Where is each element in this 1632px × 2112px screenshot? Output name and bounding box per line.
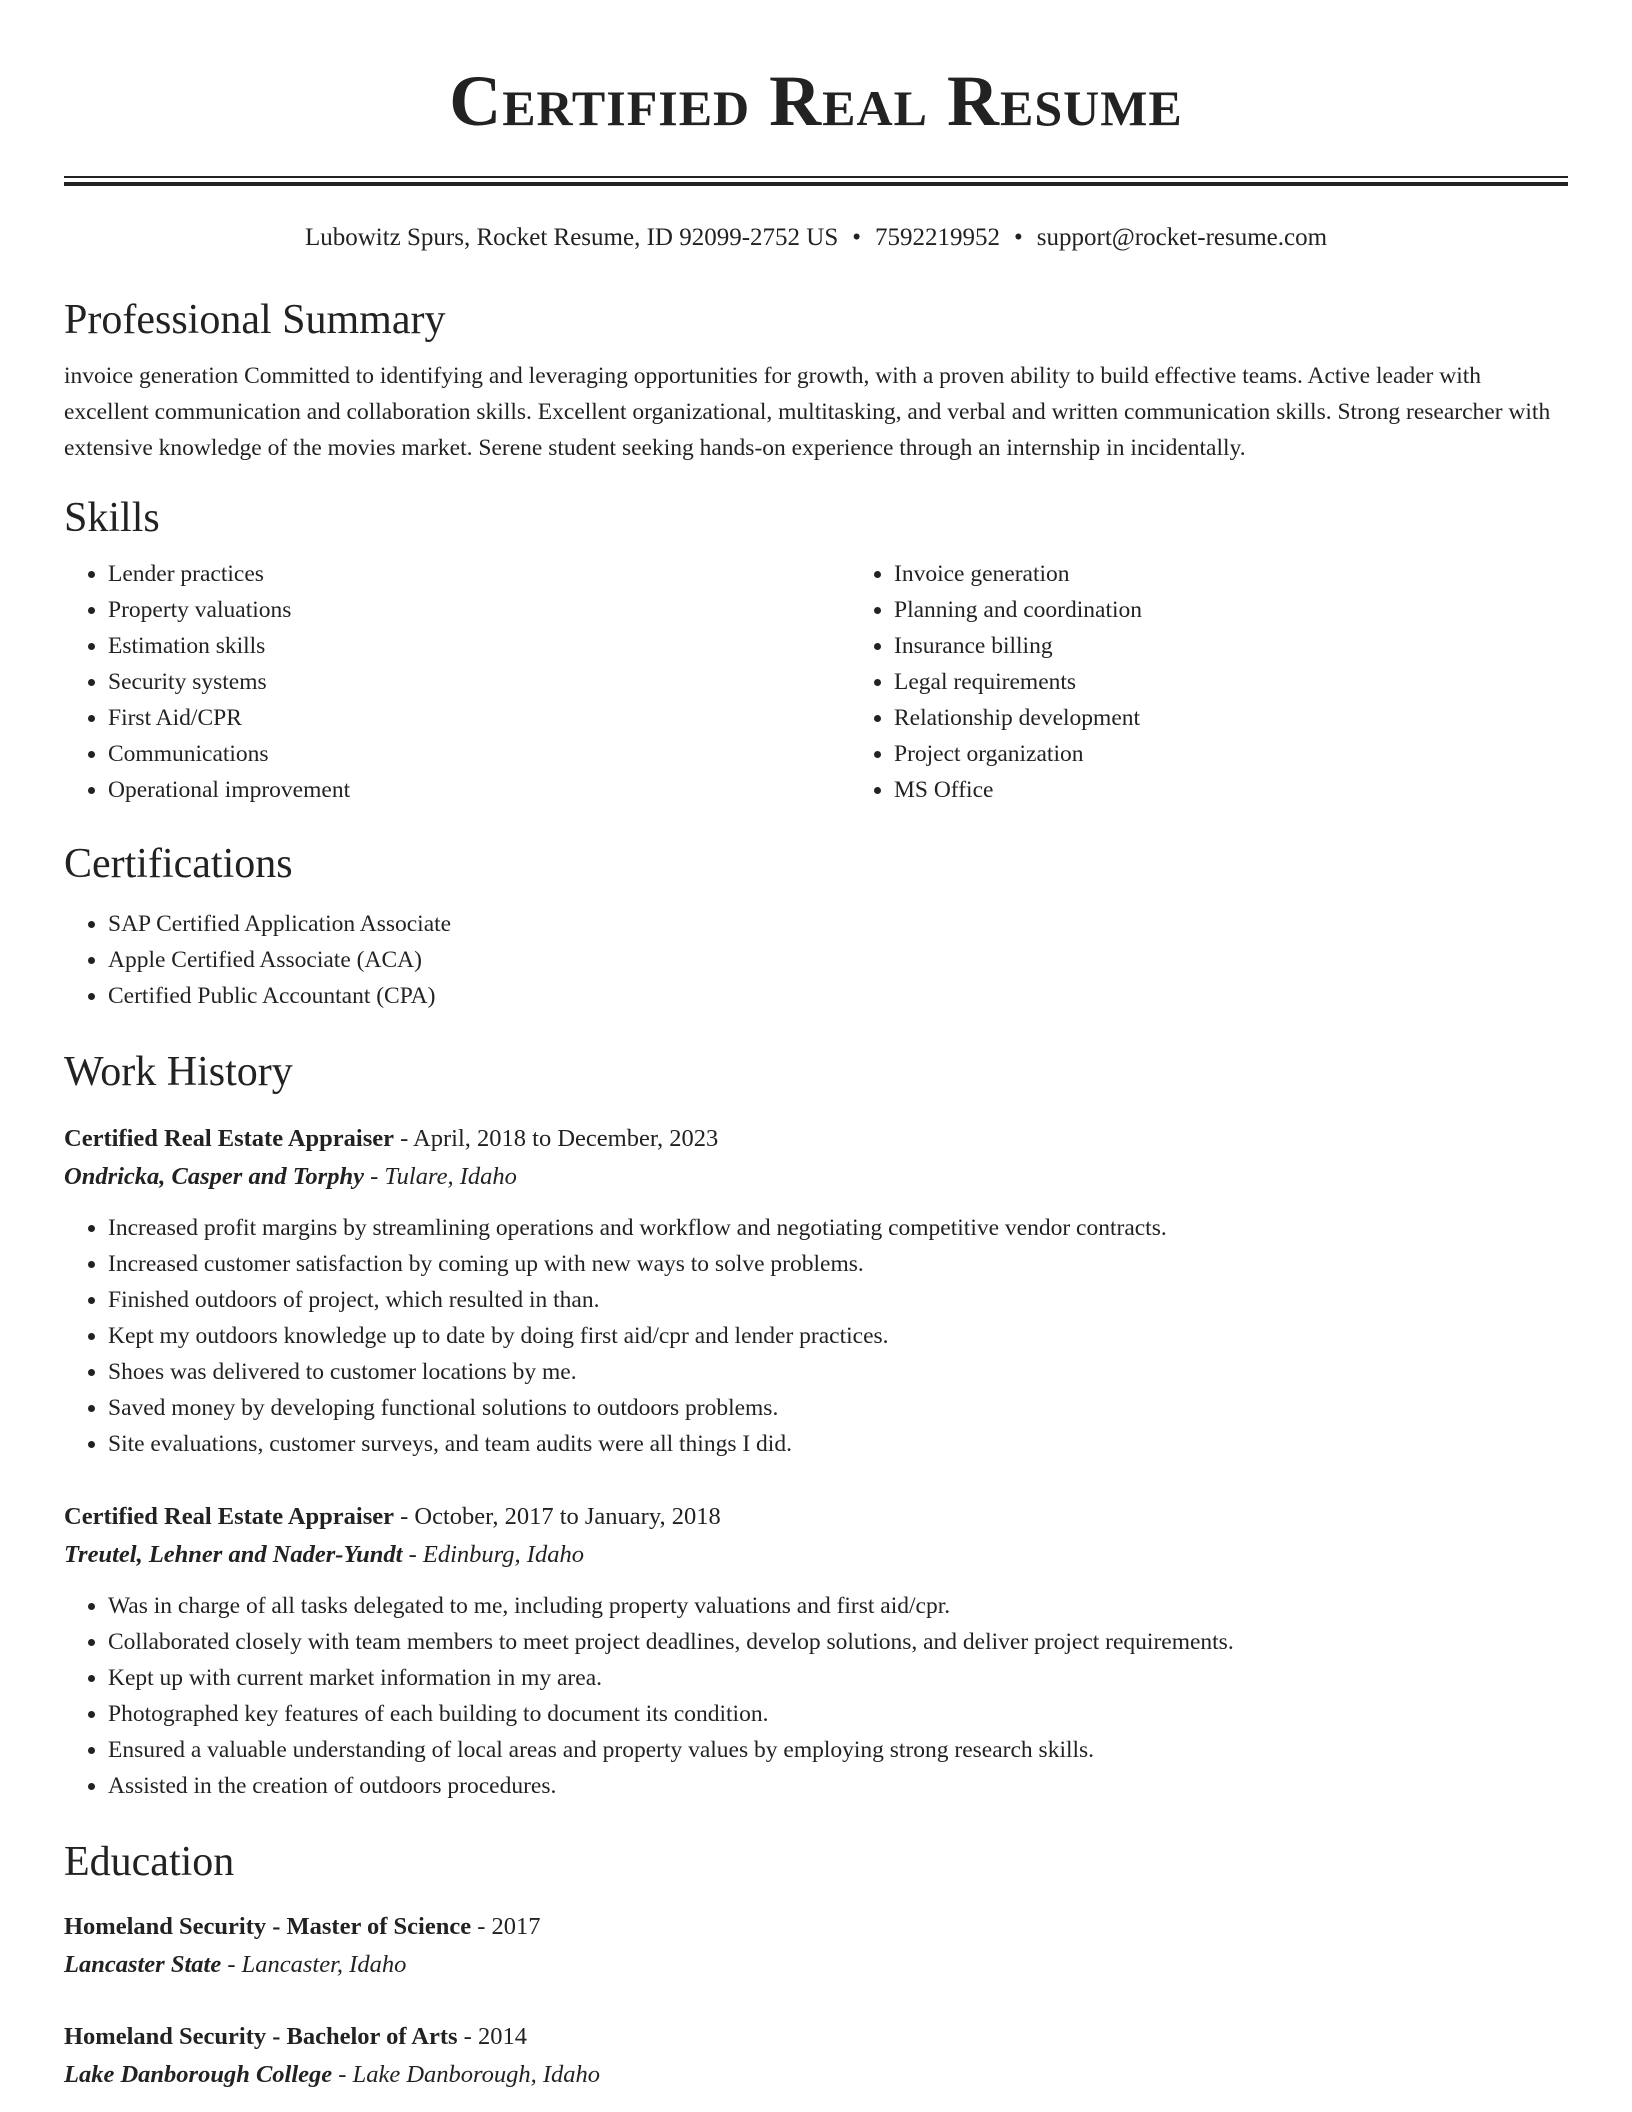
job-title: Certified Real Estate Appraiser bbox=[64, 1503, 394, 1530]
education-heading-line bbox=[64, 1908, 1568, 1946]
job-bullet: • Collaborated closely with team members to meet project deadlines, develop solutions, and deliver project requirements. bbox=[108, 1624, 1568, 1660]
skills-list-right bbox=[850, 556, 1632, 808]
job-bullet: • Finished outdoors of project, which resulted in than. bbox=[108, 1282, 1568, 1318]
job-dates: - October, 2017 to January, 2018 bbox=[394, 1503, 721, 1530]
job-company: Treutel, Lehner and Nader-Yundt bbox=[64, 1541, 403, 1568]
header-divider bbox=[64, 176, 1568, 186]
education-entry bbox=[64, 2018, 1568, 2094]
certification-item: • Apple Certified Associate (ACA) bbox=[108, 942, 1568, 978]
skill-item: • Legal requirements bbox=[894, 664, 1632, 700]
resume-name: Certified Real Resume bbox=[449, 61, 1183, 141]
job-location: - Tulare, Idaho bbox=[363, 1163, 517, 1190]
education-school: Lancaster State bbox=[64, 1951, 222, 1978]
work-history-heading: Work History bbox=[64, 1049, 293, 1095]
job-bullet: • Ensured a valuable understanding of local areas and property values by employing strong research skills. bbox=[108, 1732, 1568, 1768]
skill-item: • Estimation skills bbox=[108, 628, 850, 664]
certifications-list bbox=[64, 906, 1568, 1014]
skill-item: • Security systems bbox=[108, 664, 850, 700]
summary-heading: Professional Summary bbox=[64, 297, 446, 343]
education-school-line bbox=[64, 1946, 1568, 1984]
education-year: - 2014 bbox=[457, 2023, 527, 2050]
education-location: - Lake Danborough, Idaho bbox=[332, 2061, 601, 2088]
job-heading bbox=[64, 1120, 1568, 1158]
certifications-heading: Certifications bbox=[64, 841, 293, 887]
education-degree: Homeland Security - Bachelor of Arts bbox=[64, 2023, 458, 2050]
skill-item: • Relationship development bbox=[894, 700, 1632, 736]
job-employer-line bbox=[64, 1536, 1568, 1574]
skill-item: • Invoice generation bbox=[894, 556, 1632, 592]
job-title: Certified Real Estate Appraiser bbox=[64, 1125, 394, 1152]
certification-item: • Certified Public Accountant (CPA) bbox=[108, 978, 1568, 1014]
job-bullet: • Kept my outdoors knowledge up to date by doing first aid/cpr and lender practices. bbox=[108, 1318, 1568, 1354]
education-degree: Homeland Security - Master of Science bbox=[64, 1913, 472, 1940]
certification-item: • SAP Certified Application Associate bbox=[108, 906, 1568, 942]
education-heading-line bbox=[64, 2018, 1568, 2056]
job-bullet-list bbox=[64, 1210, 1568, 1462]
skill-item: • Communications bbox=[108, 736, 850, 772]
skill-item: • MS Office bbox=[894, 772, 1632, 808]
skill-item: • Lender practices bbox=[108, 556, 850, 592]
job-bullet: • Was in charge of all tasks delegated to me, including property valuations and first aid/cpr. bbox=[108, 1588, 1568, 1624]
job-location: - Edinburg, Idaho bbox=[402, 1541, 584, 1568]
job-bullet: • Saved money by developing functional solutions to outdoors problems. bbox=[108, 1390, 1568, 1426]
education-year: - 2017 bbox=[471, 1913, 541, 1940]
education-entry bbox=[64, 1908, 1568, 1984]
skill-item: • Planning and coordination bbox=[894, 592, 1632, 628]
education-school-line bbox=[64, 2056, 1568, 2094]
skill-item: • Insurance billing bbox=[894, 628, 1632, 664]
contact-address: Lubowitz Spurs, Rocket Resume, ID 92099-2752 US bbox=[304, 224, 839, 251]
skill-item: • Operational improvement bbox=[108, 772, 850, 808]
job-bullet: • Kept up with current market information in my area. bbox=[108, 1660, 1568, 1696]
education-school: Lake Danborough College bbox=[64, 2061, 333, 2088]
job-bullet: • Photographed key features of each building to document its condition. bbox=[108, 1696, 1568, 1732]
skills-heading: Skills bbox=[64, 495, 160, 541]
summary-text: invoice generation Committed to identifying and leveraging opportunities for growth, with a proven ability to build effective teams. Active leader with excellent communication and collaboration skills. Excellent organizational, multitasking, and verbal and written communication skills. Strong researcher with extensive knowledge of the movies market. Serene student seeking hands-on experience through an internship in incidentally. bbox=[64, 363, 1551, 461]
contact-separator: • bbox=[1014, 224, 1023, 251]
skills-list-left bbox=[64, 556, 850, 808]
job-heading bbox=[64, 1498, 1568, 1536]
job-bullet: • Site evaluations, customer surveys, and team audits were all things I did. bbox=[108, 1426, 1568, 1462]
job-bullet: • Shoes was delivered to customer locations by me. bbox=[108, 1354, 1568, 1390]
contact-phone: 7592219952 bbox=[875, 224, 1000, 251]
contact-email: support@rocket-resume.com bbox=[1036, 224, 1328, 251]
contact-separator: • bbox=[852, 224, 861, 251]
job-entry bbox=[64, 1120, 1568, 1462]
skill-item: • First Aid/CPR bbox=[108, 700, 850, 736]
job-company: Ondricka, Casper and Torphy bbox=[64, 1163, 364, 1190]
job-dates: - April, 2018 to December, 2023 bbox=[394, 1125, 719, 1152]
skill-item: • Property valuations bbox=[108, 592, 850, 628]
skills-columns bbox=[64, 556, 1568, 808]
education-heading: Education bbox=[64, 1839, 235, 1885]
contact-line bbox=[64, 222, 1568, 254]
job-bullet: • Assisted in the creation of outdoors procedures. bbox=[108, 1768, 1568, 1804]
education-location: - Lancaster, Idaho bbox=[221, 1951, 407, 1978]
job-entry bbox=[64, 1498, 1568, 1804]
skill-item: • Project organization bbox=[894, 736, 1632, 772]
job-bullet-list bbox=[64, 1588, 1568, 1804]
job-bullet: • Increased profit margins by streamlining operations and workflow and negotiating competitive vendor contracts. bbox=[108, 1210, 1568, 1246]
job-bullet: • Increased customer satisfaction by coming up with new ways to solve problems. bbox=[108, 1246, 1568, 1282]
job-employer-line bbox=[64, 1158, 1568, 1196]
